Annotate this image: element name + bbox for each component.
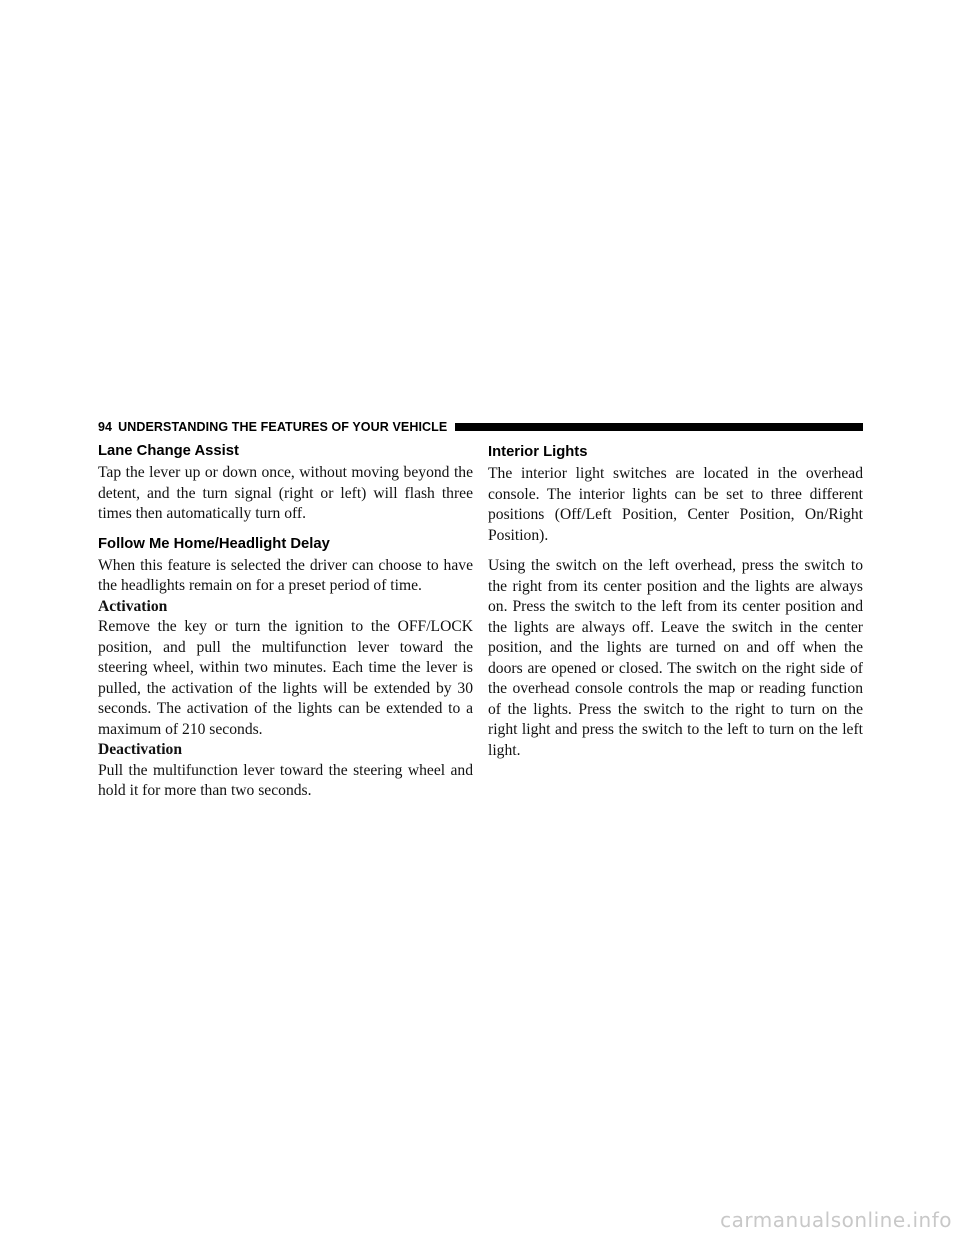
interior-lights-heading: Interior Lights bbox=[488, 444, 588, 460]
lane-change-assist-heading: Lane Change Assist bbox=[98, 443, 239, 459]
interior-lights-body-1: The interior light switches are located in the overhead console. The interior lights can be set to three different positions (Off/Left Position, Center Position, On/Right Position). bbox=[488, 465, 863, 544]
footer-watermark: carmanualsonline.info bbox=[720, 1208, 952, 1232]
activation-heading: Activation bbox=[98, 597, 168, 615]
interior-lights-section bbox=[488, 443, 863, 761]
running-header bbox=[98, 419, 863, 435]
follow-me-home-body: When this feature is selected the driver can choose to have the headlights remain on for a preset period of time. bbox=[98, 556, 473, 594]
deactivation-body: Pull the multifunction lever toward the steering wheel and hold it for more than two seconds. bbox=[98, 761, 473, 799]
deactivation-heading: Deactivation bbox=[98, 741, 183, 758]
left-column bbox=[98, 442, 473, 802]
header-rule bbox=[455, 423, 863, 431]
activation-body: Remove the key or turn the ignition to the OFF/LOCK position, and pull the multifunction lever toward the steering wheel, within two minutes. Each time the lever is pulled, the activation of the lights will be extended by 30 seconds. The activation of the lights can be extended to a maximum of 210 seconds. bbox=[98, 618, 473, 738]
right-column bbox=[488, 442, 863, 761]
lane-change-assist-body: Tap the lever up or down once, without moving beyond the detent, and the turn signal (right or left) will flash three times then automatically turn off. bbox=[98, 464, 473, 522]
lane-change-assist-section bbox=[98, 442, 473, 525]
chapter-title: UNDERSTANDING THE FEATURES OF YOUR VEHICLE bbox=[118, 420, 448, 434]
follow-me-home-section bbox=[98, 535, 473, 802]
follow-me-home-heading: Follow Me Home/Headlight Delay bbox=[98, 535, 330, 552]
page-number: 94 bbox=[98, 420, 113, 434]
interior-lights-body-2: Using the switch on the left overhead, press the switch to the right from its center position and the lights are always on. Press the switch to the left from its center position and the lights are always off. Leave the switch in the center position, and the lights are turned on and off when the doors are opened or closed. The switch on the right side of the overhead console controls the map or reading function of the lights. Press the switch to the right to turn on the right light and press the switch to the left to turn on the left light. bbox=[488, 557, 863, 759]
